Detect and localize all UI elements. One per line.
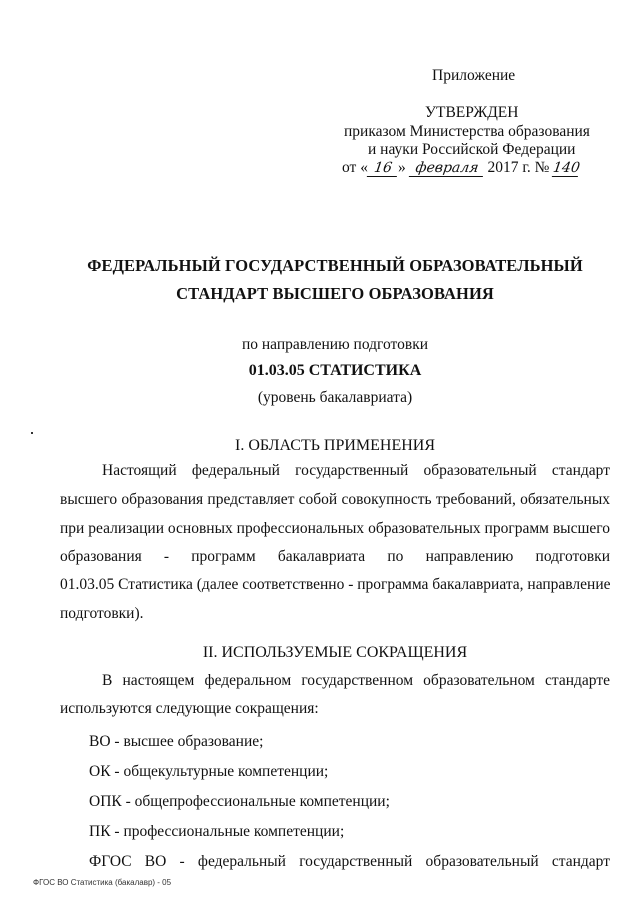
direction-label: по направлению подготовки	[241, 336, 429, 353]
direction-code: 01.03.05 СТАТИСТИКА	[248, 362, 422, 379]
document-title-line-2: СТАНДАРТ ВЫСШЕГО ОБРАЗОВАНИЯ	[176, 284, 494, 303]
scan-speck	[31, 432, 33, 434]
section-2-intro-line: используются следующие сокращения:	[60, 700, 319, 717]
abbreviation-item: ВО - высшее образование;	[89, 733, 264, 750]
handwritten-day: 16	[367, 160, 399, 177]
date-mid: »	[397, 159, 406, 176]
approved-label: УТВЕРЖДЕН	[425, 104, 519, 121]
section-1-heading: I. ОБЛАСТЬ ПРИМЕНЕНИЯ	[234, 437, 436, 454]
section-1-paragraph-line: образования - программ бакалавриата по направлению подготовки	[60, 548, 610, 565]
section-1-paragraph-line: 01.03.05 Статистика (далее соответственно - программа бакалавриата, направление	[60, 576, 611, 593]
date-prefix: от «	[342, 159, 368, 176]
handwritten-order-number: 140	[552, 160, 582, 176]
section-1-paragraph-line: при реализации основных профессиональных образовательных программ высшего	[60, 520, 610, 537]
section-2-heading: II. ИСПОЛЬЗУЕМЫЕ СОКРАЩЕНИЯ	[202, 644, 468, 661]
appendix-label: Приложение	[432, 67, 516, 84]
education-level: (уровень бакалавриата)	[257, 389, 413, 406]
section-1-paragraph-line: Настоящий федеральный государственный образовательный стандарт	[102, 462, 610, 479]
abbreviation-item: ФГОС ВО - федеральный государственный образовательный стандарт	[89, 853, 610, 870]
date-year: 2017 г. №	[487, 159, 550, 176]
abbreviation-item: ПК - профессиональные компетенции;	[89, 823, 345, 840]
ministry-line: приказом Министерства образования	[344, 123, 590, 140]
handwritten-month: февраля	[408, 160, 484, 177]
section-2-intro-line: В настоящем федеральном государственном образовательном стандарте	[102, 672, 610, 689]
page-footer: ФГОС ВО Статистика (бакалавр) - 05	[33, 878, 172, 887]
document-title-line-1: ФЕДЕРАЛЬНЫЙ ГОСУДАРСТВЕННЫЙ ОБРАЗОВАТЕЛЬНЫЙ	[87, 256, 583, 275]
abbreviation-item: ОПК - общепрофессиональные компетенции;	[89, 793, 390, 810]
section-1-paragraph-line: подготовки).	[60, 605, 144, 622]
federation-line: и науки Российской Федерации	[368, 141, 576, 158]
order-date-line	[342, 158, 582, 178]
section-1-paragraph-line: высшего образования представляет собой совокупность требований, обязательных	[60, 491, 610, 508]
abbreviation-item: ОК - общекультурные компетенции;	[89, 763, 329, 780]
